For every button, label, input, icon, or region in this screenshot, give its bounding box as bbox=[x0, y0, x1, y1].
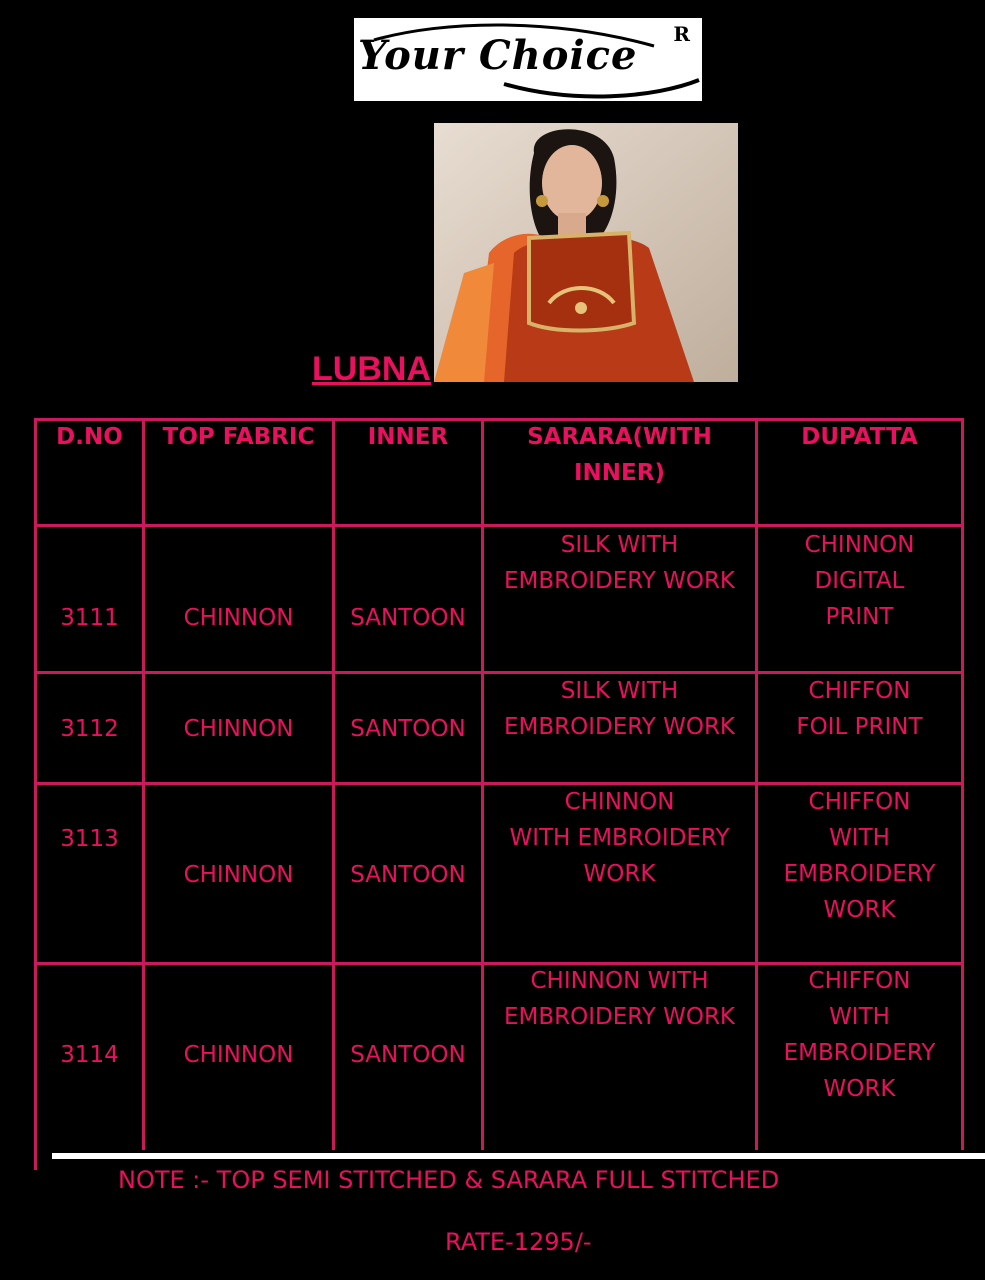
row-3113-dno: 3113 bbox=[60, 826, 119, 852]
row-3111-dupatta: CHINNON DIGITAL PRINT bbox=[804, 532, 915, 630]
row-3111-top-fabric: CHINNON bbox=[183, 605, 294, 631]
row-3114-dno: 3114 bbox=[60, 1042, 119, 1068]
row-3114-top-fabric: CHINNON bbox=[183, 1042, 294, 1068]
row-3112-dupatta: CHIFFON FOIL PRINT bbox=[796, 678, 923, 740]
header-inner: INNER bbox=[367, 424, 449, 450]
collection-title: LUBNA bbox=[312, 350, 431, 388]
logo-text: Your Choice bbox=[358, 32, 638, 79]
rate-text: RATE-1295/- bbox=[445, 1228, 592, 1256]
row-3112-sarara: SILK WITH EMBROIDERY WORK bbox=[503, 678, 736, 740]
row-3113-sarara: CHINNON WITH EMBROIDERY WORK bbox=[509, 789, 730, 887]
brand-logo bbox=[354, 18, 702, 101]
registered-mark: R bbox=[673, 22, 690, 46]
header-sarara: SARARA(WITH INNER) bbox=[527, 424, 712, 486]
row-3111-sarara: SILK WITH EMBROIDERY WORK bbox=[503, 532, 736, 594]
note-text: NOTE :- TOP SEMI STITCHED & SARARA FULL STITCHED bbox=[118, 1166, 780, 1194]
table-column-divider bbox=[961, 418, 964, 1150]
row-3114-inner: SANTOON bbox=[350, 1042, 466, 1068]
header-dno: D.NO bbox=[56, 424, 123, 450]
row-3114-sarara: CHINNON WITH EMBROIDERY WORK bbox=[503, 968, 736, 1030]
row-3112-top-fabric: CHINNON bbox=[183, 716, 294, 742]
row-3113-inner: SANTOON bbox=[350, 862, 466, 888]
divider-line bbox=[52, 1153, 985, 1159]
header-dupatta: DUPATTA bbox=[801, 424, 918, 450]
row-3111-inner: SANTOON bbox=[350, 605, 466, 631]
model-photo bbox=[434, 123, 738, 382]
header-top-fabric: TOP FABRIC bbox=[162, 424, 315, 450]
row-3113-dupatta: CHIFFON WITH EMBROIDERY WORK bbox=[783, 789, 936, 923]
row-3112-dno: 3112 bbox=[60, 716, 119, 742]
row-3113-top-fabric: CHINNON bbox=[183, 862, 294, 888]
row-3112-inner: SANTOON bbox=[350, 716, 466, 742]
row-3114-dupatta: CHIFFON WITH EMBROIDERY WORK bbox=[783, 968, 936, 1102]
row-3111-dno: 3111 bbox=[60, 605, 119, 631]
